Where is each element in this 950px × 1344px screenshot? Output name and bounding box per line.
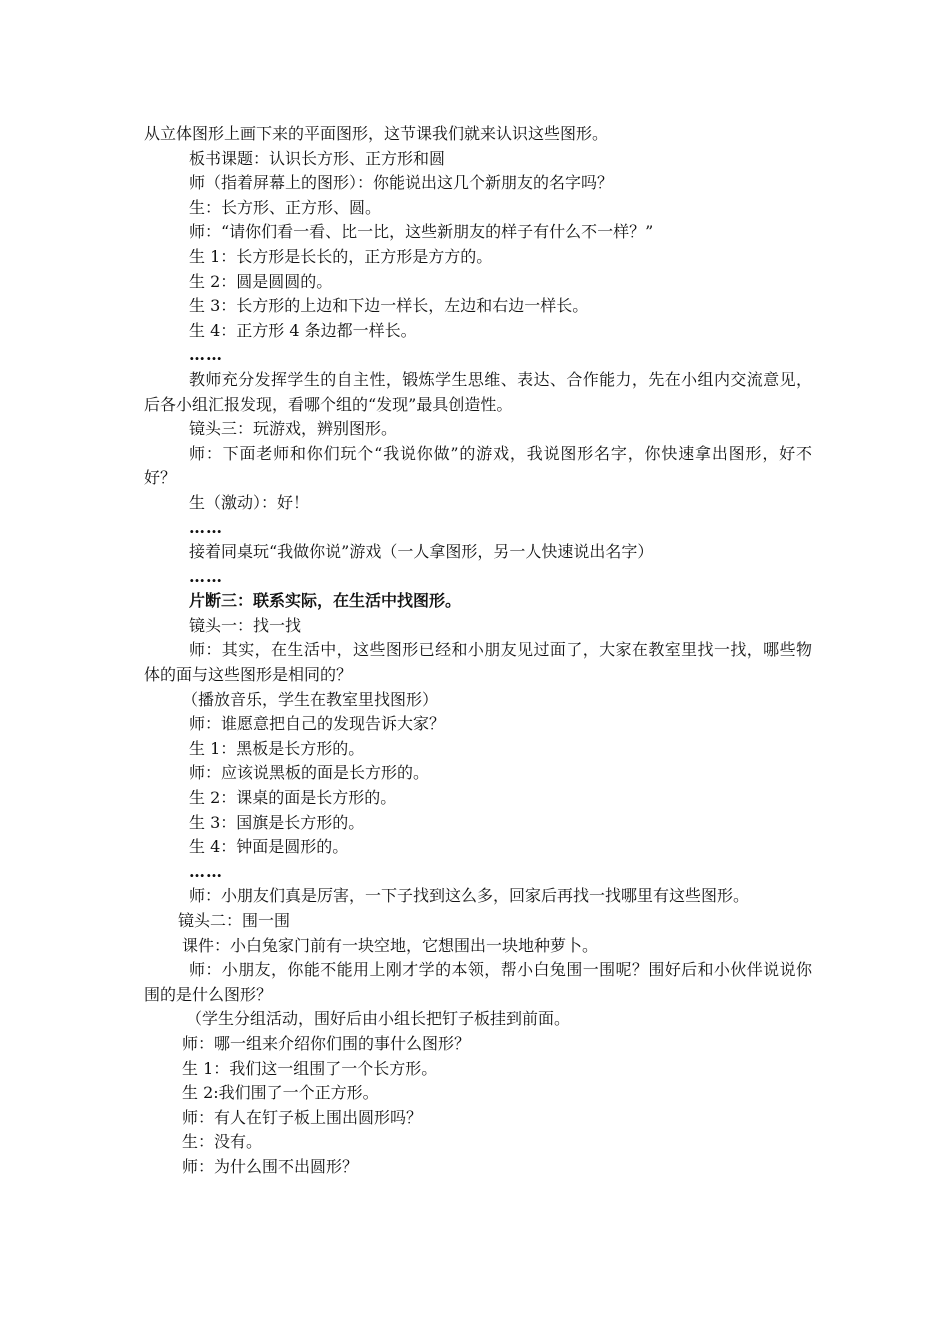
text-line: 生 1：黑板是长方形的。 — [189, 738, 365, 758]
paragraph: 师：其实，在生活中，这些图形已经和小朋友见过面了，大家在教室里找一找，哪些物体的面与这些图形是相同的？ — [144, 640, 812, 685]
text-line: 生 4：正方形 4 条边都一样长。 — [189, 320, 417, 340]
paragraph: 师：下面老师和你们玩个“我说你做”的游戏，我说图形名字，你快速拿出图形，好不好？ — [144, 443, 812, 488]
text-line: 生 3：国旗是长方形的。 — [189, 812, 365, 832]
text-line: 镜头三：玩游戏，辨别图形。 — [189, 419, 398, 439]
text-line: （学生分组活动，围好后由小组长把钉子板挂到前面。 — [186, 1009, 571, 1029]
ellipsis-line: …… — [189, 861, 223, 881]
text-line: 生 1：我们这一组围了一个长方形。 — [182, 1058, 438, 1078]
text-line: 镜头二：围一围 — [178, 911, 291, 930]
paragraph: 师：小朋友们真是厉害，一下子找到这么多，回家后再找一找哪里有这些图形。 — [189, 886, 750, 906]
text-line: 师：谁愿意把自己的发现告诉大家？ — [189, 714, 446, 734]
text-line: 师（指着屏幕上的图形）：你能说出这几个新朋友的名字吗？ — [189, 173, 614, 193]
text-line: 生 3：长方形的上边和下边一样长，左边和右边一样长。 — [189, 296, 589, 316]
text-line: 生 2：课桌的面是长方形的。 — [189, 788, 397, 808]
ellipsis-line: …… — [189, 345, 223, 365]
text-line: 从立体图形上画下来的平面图形，这节课我们就来认识这些图形。 — [144, 124, 609, 143]
text-line: 生：没有。 — [182, 1132, 263, 1152]
text-line: 师：有人在钉子板上围出圆形吗？ — [182, 1107, 423, 1127]
section-heading: 片断三：联系实际，在生活中找图形。 — [189, 591, 462, 611]
text-line: 生 2：圆是圆圆的。 — [189, 271, 333, 291]
text-line: 接着同桌玩“我做你说”游戏（一人拿图形，另一人快速说出名字） — [189, 542, 654, 562]
text-line: 师：为什么围不出圆形？ — [182, 1156, 359, 1176]
text-line: 生：长方形、正方形、圆。 — [189, 197, 382, 217]
ellipsis-line: …… — [189, 566, 223, 586]
text-line: 课件：小白兔家门前有一块空地，它想围出一块地种萝卜。 — [182, 935, 599, 955]
text-line: 师：“请你们看一看、比一比，这些新朋友的样子有什么不一样？” — [189, 222, 654, 242]
text-line: 板书课题：认识长方形、正方形和圆 — [189, 148, 446, 168]
text-line: 生 1：长方形是长长的，正方形是方方的。 — [189, 246, 493, 266]
text-line: 生 4：钟面是圆形的。 — [189, 837, 349, 857]
text-line: 师：应该说黑板的面是长方形的。 — [189, 763, 430, 783]
text-line: 镜头一：找一找 — [189, 615, 302, 635]
paragraph: 师：小朋友，你能不能用上刚才学的本领，帮小白兔围一围呢？围好后和小伙伴说说你围的是什么图形？ — [144, 960, 812, 1004]
text-line: 生（激动）：好！ — [189, 492, 310, 512]
text-line: （播放音乐，学生在教室里找图形） — [182, 689, 439, 709]
document-body — [144, 122, 812, 1180]
ellipsis-line: …… — [189, 517, 223, 537]
paragraph: 教师充分发挥学生的自主性，锻炼学生思维、表达、合作能力，先在小组内交流意见，后各小组汇报发现，看哪个组的“发现”最具创造性。 — [144, 369, 812, 414]
text-line: 师：哪一组来介绍你们围的事什么图形？ — [182, 1033, 471, 1053]
text-line: 生 2:我们围了一个正方形。 — [182, 1083, 379, 1103]
